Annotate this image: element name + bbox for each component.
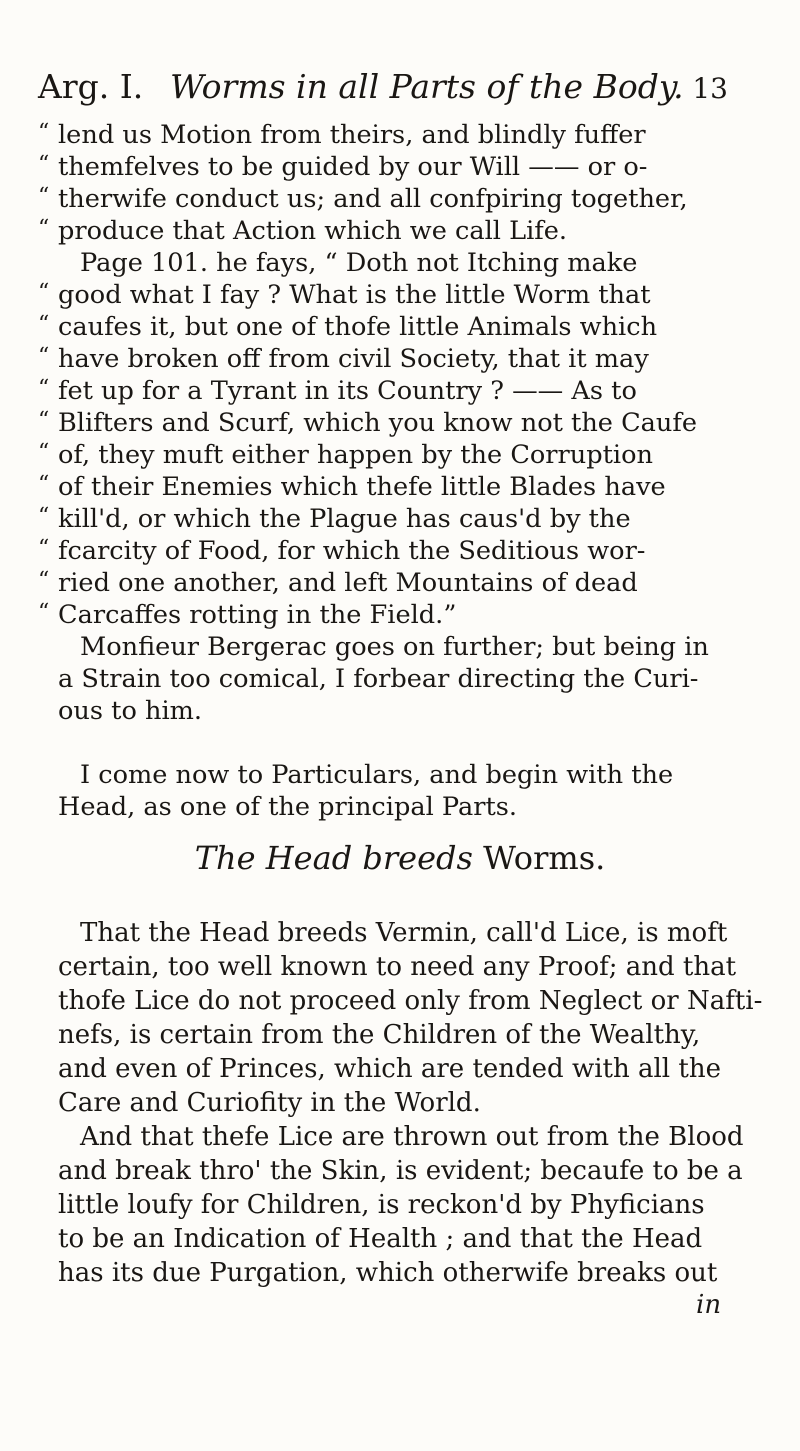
text-line: “ produce that Action which we call Life. xyxy=(58,214,738,248)
text-line: “ Carcaffes rotting in the Field.” xyxy=(58,598,738,632)
text-line: “ kill'd, or which the Plague has caus'd by the xyxy=(58,502,738,536)
text-line: little loufy for Children, is reckon'd by Phyficians xyxy=(58,1190,705,1220)
text-line: thofe Lice do not proceed only from Neglect or Nafti- xyxy=(58,986,763,1016)
text-line: Page 101. he fays, “ Doth not Itching make xyxy=(80,248,638,278)
text-line: “ good what I fay ? What is the little Worm that xyxy=(58,278,738,312)
text-line: “ of, they muft either happen by the Corruption xyxy=(58,438,738,472)
text-line: “ therwife conduct us; and all confpiring together, xyxy=(58,182,738,216)
text-line: That the Head breeds Vermin, call'd Lice, is moft xyxy=(80,918,728,948)
text-line: certain, too well known to need any Proof; and that xyxy=(58,952,737,982)
text-line: “ themfelves to be guided by our Will —— or o- xyxy=(58,150,738,184)
text-line: “ Blifters and Scurf, which you know not the Caufe xyxy=(58,406,738,440)
argument-label: Arg. I. xyxy=(38,67,144,106)
text-line: Monfieur Bergerac goes on further; but being in xyxy=(80,632,709,662)
section-heading-roman: Worms. xyxy=(483,839,606,877)
text-line: I come now to Particulars, and begin with the xyxy=(80,760,674,790)
text-line: “ have broken off from civil Society, that it may xyxy=(58,342,738,376)
running-header xyxy=(38,66,728,108)
section-heading xyxy=(0,838,800,878)
section-heading-italic: The Head breeds xyxy=(194,839,473,877)
text-line: “ of their Enemies which thefe little Blades have xyxy=(58,470,738,504)
catchword: in xyxy=(696,1290,722,1320)
page-number: 13 xyxy=(692,72,728,105)
text-line: Head, as one of the principal Parts. xyxy=(58,792,518,822)
text-line: “ fet up for a Tyrant in its Country ? —— As to xyxy=(58,374,738,408)
text-line: a Strain too comical, I forbear directing the Curi- xyxy=(58,664,699,694)
text-line: has its due Purgation, which otherwife breaks out xyxy=(58,1258,718,1288)
text-line: and break thro' the Skin, is evident; becaufe to be a xyxy=(58,1156,743,1186)
text-line: ous to him. xyxy=(58,696,203,726)
text-line: and even of Princes, which are tended with all the xyxy=(58,1054,721,1084)
text-line: “ caufes it, but one of thofe little Animals which xyxy=(58,310,738,344)
text-line: nefs, is certain from the Children of the Wealthy, xyxy=(58,1020,701,1050)
text-line: “ fcarcity of Food, for which the Seditious wor- xyxy=(58,534,738,568)
text-line: And that thefe Lice are thrown out from the Blood xyxy=(80,1122,744,1152)
text-line: “ ried one another, and left Mountains of dead xyxy=(58,566,738,600)
text-line: Care and Curiofity in the World. xyxy=(58,1088,481,1118)
text-line: “ lend us Motion from theirs, and blindly fuffer xyxy=(58,118,738,152)
text-line: to be an Indication of Health ; and that the Head xyxy=(58,1224,703,1254)
running-title: Worms in all Parts of the Body. xyxy=(170,67,684,106)
